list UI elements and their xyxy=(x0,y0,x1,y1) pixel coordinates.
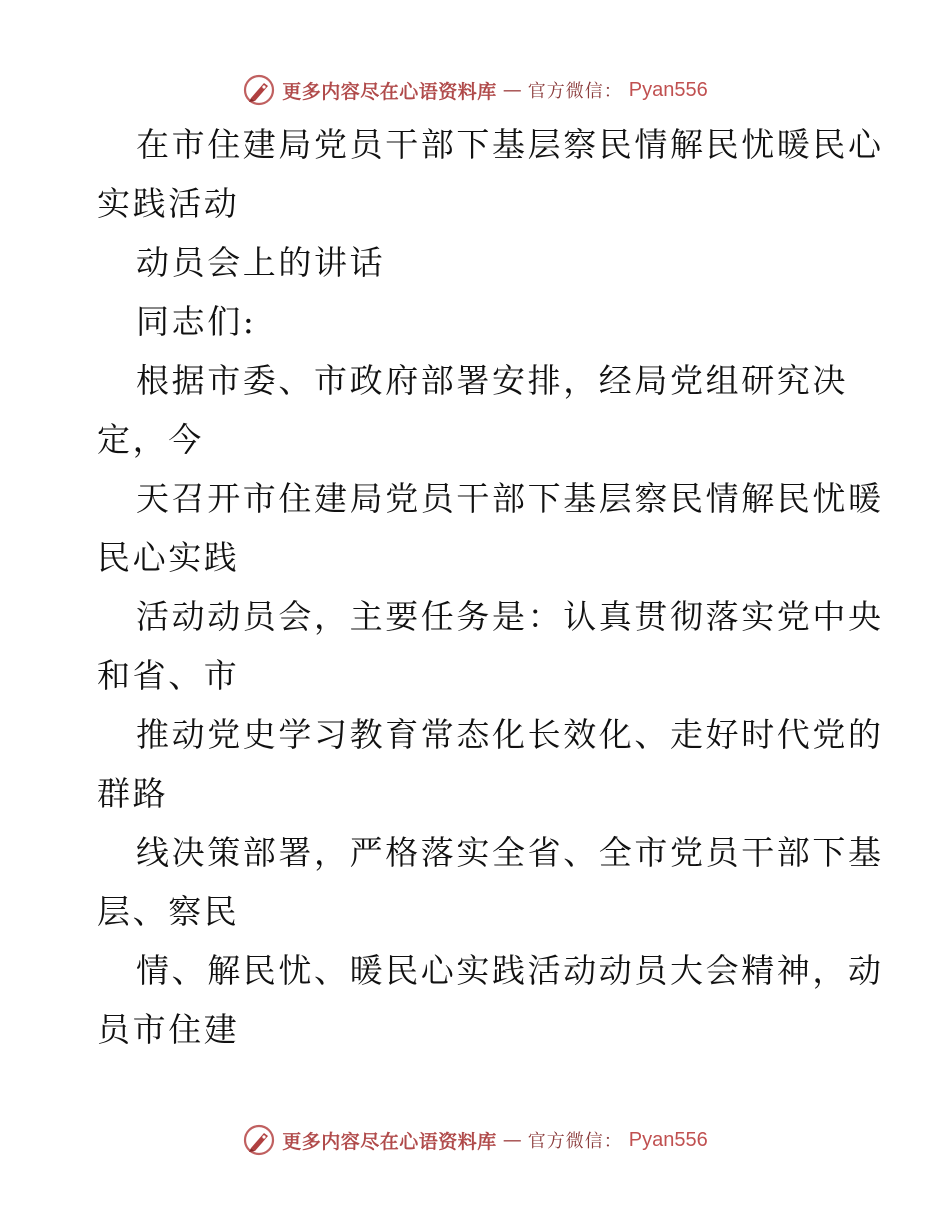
footer-watermark xyxy=(0,1120,950,1160)
body-line: 天召开市住建局党员干部下基层察民情解民忧暖 xyxy=(136,479,884,518)
document-body xyxy=(97,115,884,1059)
body-line: 实践活动 xyxy=(97,184,240,223)
watermark-wechat-label: 官方微信： xyxy=(527,1131,623,1152)
watermark-separator: — xyxy=(502,79,522,101)
body-line: 民心实践 xyxy=(97,538,240,577)
watermark-wechat-id: Pyan556 xyxy=(628,78,708,101)
body-line: 定，今 xyxy=(97,420,204,459)
body-line: 根据市委、市政府部署安排，经局党组研究决 xyxy=(136,361,848,400)
body-line: 情、解民忧、暖民心实践活动动员大会精神，动 xyxy=(136,951,884,990)
watermark-main-text: 更多内容尽在心语资料库 xyxy=(282,1130,497,1153)
body-line: 和省、市 xyxy=(97,656,240,695)
body-line: 层、察民 xyxy=(97,892,240,931)
watermark-main-text: 更多内容尽在心语资料库 xyxy=(282,80,497,103)
header-watermark xyxy=(0,70,950,110)
body-line: 活动动员会，主要任务是：认真贯彻落实党中央 xyxy=(136,597,884,636)
body-line: 动员会上的讲话 xyxy=(136,243,386,282)
body-line: 在市住建局党员干部下基层察民情解民忧暖民心 xyxy=(136,125,884,164)
pen-nib-logo-icon xyxy=(242,1123,276,1157)
body-line: 员市住建 xyxy=(97,1010,240,1049)
body-line: 同志们: xyxy=(136,302,257,341)
watermark-wechat-label: 官方微信： xyxy=(527,81,623,102)
body-line: 群路 xyxy=(97,774,169,813)
body-line: 推动党史学习教育常态化长效化、走好时代党的 xyxy=(136,715,884,754)
watermark-separator: — xyxy=(502,1129,522,1151)
body-line: 线决策部署，严格落实全省、全市党员干部下基 xyxy=(136,833,884,872)
watermark-wechat-id: Pyan556 xyxy=(628,1128,708,1151)
pen-nib-logo-icon xyxy=(242,73,276,107)
